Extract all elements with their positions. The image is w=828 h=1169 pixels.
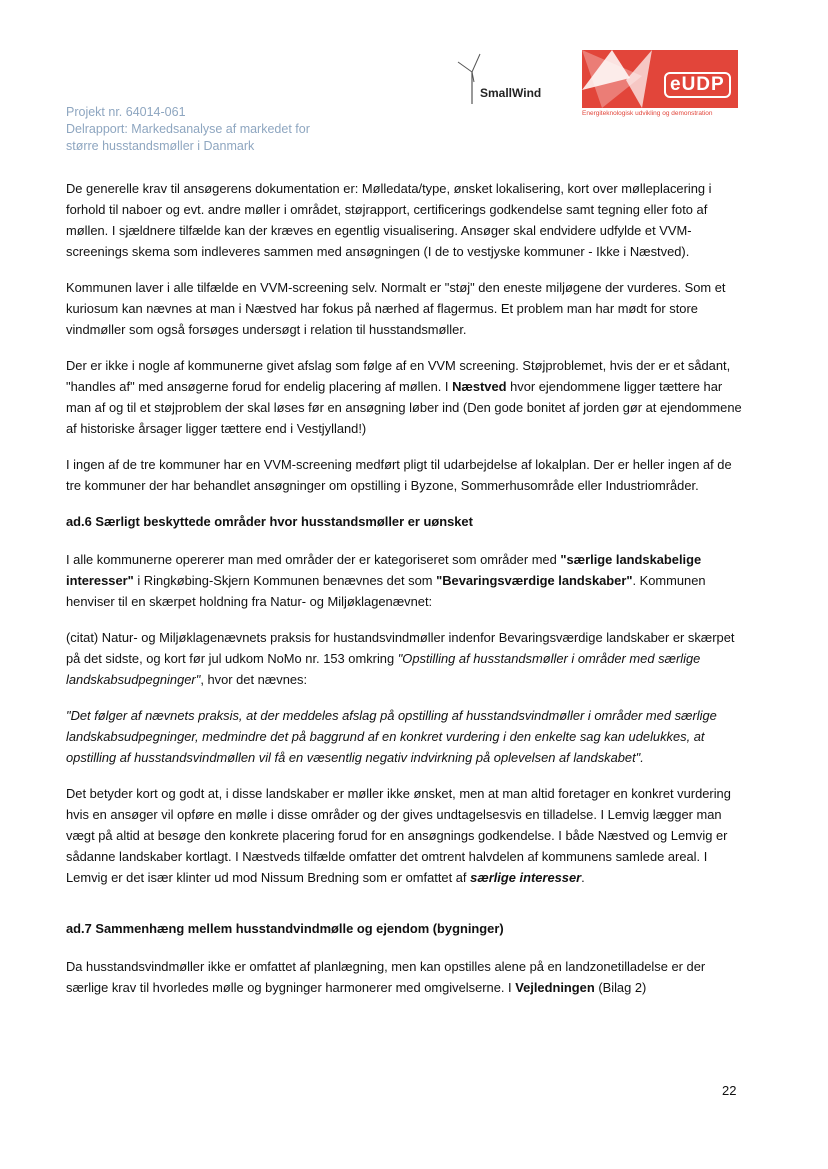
bold-text: Vejledningen bbox=[515, 980, 595, 995]
paragraph bbox=[66, 956, 742, 998]
italic-text: "Opstilling af husstandsmøller i områder med særlige landskabsudpegninger" bbox=[66, 651, 701, 687]
document-body bbox=[66, 178, 742, 1013]
document-header bbox=[66, 104, 396, 155]
text-run: hvor ejendommene ligger tættere har man af og til et støjproblem der skal løses før en ansøgning løber ind (Den gode bonitet af jorden gør at ejendommene af historiske årsager ligger tættere end i Vestjylland!) bbox=[66, 379, 742, 436]
bold-text: Næstved bbox=[452, 379, 507, 394]
eudp-logo bbox=[582, 50, 742, 122]
section-heading-7: ad.7 Sammenhæng mellem husstandvindmølle og ejendom (bygninger) bbox=[66, 921, 504, 936]
text-run: (citat) Natur- og Miljøklagenævnets praksis for hustandsvindmøller indenfor Bevaringsværdige landskaber er skærpet på det sidste, og kort før jul udkom NoMo nr. 153 omkring bbox=[66, 630, 735, 666]
paragraph bbox=[66, 355, 742, 439]
paragraph bbox=[66, 783, 742, 888]
text-run: Der er ikke i nogle af kommunerne givet afslag som følge af en VVM screening. Støjproblemet, hvis der er et sådant, "handles af" med ansøgerne forud for endelig placering af møllen. I bbox=[66, 358, 731, 394]
paragraph bbox=[66, 549, 742, 612]
paragraph: I ingen af de tre kommuner har en VVM-screening medført pligt til udarbejdelse af lokalplan. Der er heller ingen af de tre kommuner der har behandlet ansøgninger om opstilling i Byzone, Sommerhusområde eller Industriområder. bbox=[66, 457, 732, 493]
text-run: Det betyder kort og godt at, i disse landskaber er møller ikke ønsket, men at man altid foretager en konkret vurdering hvis en ansøger vil opføre en mølle i disse områder og der gives undtagelsesvis en tilladelse. I Lemvig lægger man vægt på altid at besøge den konkrete placering forud for en ansøgnings godkendelse. I både Næstved og Lemvig er sådanne landskaber kortlagt. I Næstveds tilfælde omfatter det omtrent halvdelen af kommunens samlede areal. I Lemvig er det især klinter ud mod Nissum Bredning som er omfattet af bbox=[66, 786, 731, 885]
text-run: Da husstandsvindmøller ikke er omfattet af planlægning, men kan opstilles alene på en landzonetilladelse er der særlige krav til hvorledes mølle og bygninger harmonerer med omgivelserne. I bbox=[66, 959, 706, 995]
eudp-wordmark: eUDP bbox=[664, 72, 731, 98]
report-title-line-1: Delrapport: Markedsanalyse af markedet for bbox=[66, 122, 310, 136]
bold-text: "særlige landskabelige interesser" bbox=[66, 552, 702, 588]
eudp-tagline: Energiteknologisk udvikling og demonstration bbox=[582, 110, 713, 117]
text-run: (Bilag 2) bbox=[594, 980, 647, 995]
bold-text: "Bevaringsværdige landskaber" bbox=[436, 573, 633, 588]
text-run: I alle kommunerne opererer man med områder der er kategoriseret som områder med bbox=[66, 552, 561, 567]
report-title-line-2: større husstandsmøller i Danmark bbox=[66, 139, 255, 153]
text-run: . Kommunen henviser til en skærpet holdning fra Natur- og Miljøklagenævnet: bbox=[66, 573, 706, 609]
smallwind-logo bbox=[450, 52, 560, 112]
page-number: 22 bbox=[722, 1083, 737, 1098]
smallwind-wordmark: SmallWind bbox=[480, 86, 542, 100]
section-heading-6: ad.6 Særligt beskyttede områder hvor husstandsmøller er uønsket bbox=[66, 514, 473, 529]
wind-turbine-icon bbox=[450, 52, 490, 112]
text-run: . bbox=[581, 870, 585, 885]
quote-paragraph: "Det følger af nævnets praksis, at der meddeles afslag på opstilling af husstandsvindmøller i områder med særlige landskabsudpegninger, medmindre det på baggrund af en konkret vurdering i den enkelte sag kan udelukkes, at opstilling af husstandsvindmøllen vil få en væsentlig negativ indvirkning på oplevelsen af landskabet". bbox=[66, 708, 717, 765]
paragraph: De generelle krav til ansøgerens dokumentation er: Mølledata/type, ønsket lokalisering, kort over mølleplacering i forhold til naboer og evt. andre møller i området, støjrapport, certificerings godkendelse samt tegning eller foto af møllen. I sjældnere tilfælde kan der kræves en egentlig visualisering. Ansøger skal endvidere udfylde et VVM-screenings skema som indleveres sammen med ansøgningen (I de to vestjyske kommuner - Ikke i Næstved). bbox=[66, 181, 712, 259]
paragraph bbox=[66, 627, 742, 690]
text-run: , hvor det nævnes: bbox=[200, 672, 308, 687]
eudp-logo-box bbox=[582, 50, 738, 108]
bold-italic-text: særlige interesser bbox=[470, 870, 582, 885]
paragraph: Kommunen laver i alle tilfælde en VVM-screening selv. Normalt er "støj" den eneste miljøgene der vurderes. Som et kuriosum kan nævnes at man i Næstved har fokus på nærhed af flagermus. Et problem man har mødt for store vindmøller som også forsøges undersøgt i relation til husstandsmøller. bbox=[66, 280, 726, 337]
text-run: i Ringkøbing-Skjern Kommunen benævnes det som bbox=[133, 573, 437, 588]
project-number: Projekt nr. 64014-061 bbox=[66, 105, 186, 119]
